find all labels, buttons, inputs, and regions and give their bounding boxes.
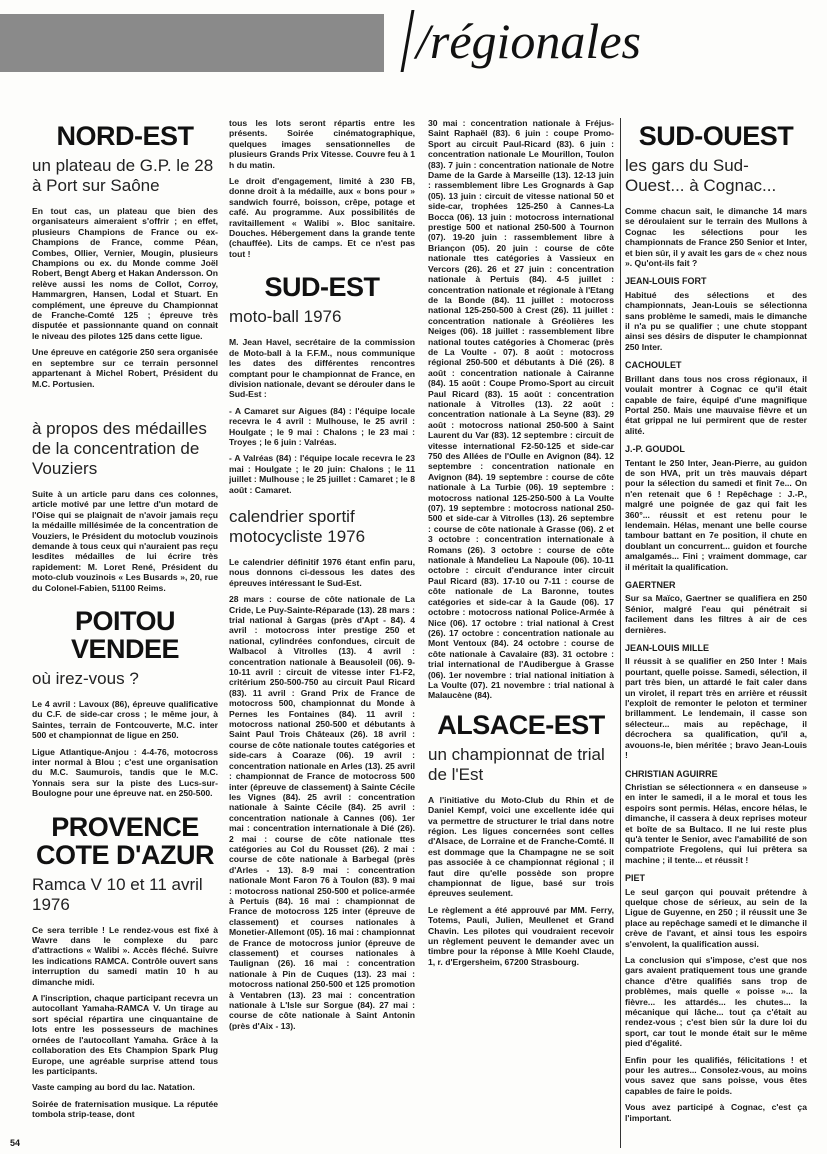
provence-subtitle: Ramca V 10 et 11 avril 1976 [32, 874, 203, 914]
page-number: 54 [10, 1138, 21, 1148]
nord-est-paragraph-2: Une épreuve en catégorie 250 sera organisée en septembre sur ce terrain personnel appartenant à Michel Robert, Président du M.C. Portusien. [32, 347, 218, 389]
column-rule [620, 118, 621, 1148]
header-slash [401, 10, 415, 72]
calendrier-paragraph: Le calendrier définitif 1976 étant enfin paru, nous donnons ci-dessous les dates des épreuves intéressant le Sud-Est. [229, 556, 415, 588]
conclusion-text-2: Enfin pour les qualifiés, félicitations ! et pour les autres... Consolez-vous, au moins vous savez que sans poisse, vous êtes capables de faire le poids. [625, 1054, 807, 1096]
rider-text: Christian se sélectionnera « en danseuse » en inter le samedi, il a le moral et tous les espoirs sont permis. Hélas, encore hélas, le dimanche, il cassera à deux reprises moteur et boîte de sa Bultaco. Il ne lui reste plus qu'à tenter le Senior, avec l'amabilité de son compatriote Fregolens, qui lui prêtera sa machine ; il tente... et réussit ! [625, 781, 807, 865]
calendrier-list-continued: 30 mai : concentration nationale à Fréjus-Saint Raphaël (83). 6 juin : coupe Promo-Sport au circuit Paul-Ricard (83). 6 juin : concentration nationale Le Mourillon, Toulon (83). 7 juin : concentration nationale de Notre Dame de la Garde à Marseille (13). 12-13 juin : rassemblement libre Les Grognards à Gap (05). 13 juin : circuit de vitesse national 50 et side-car, trophées 125-250 à Cannes-La Bocca (06). 13 juin : motocross international prestige 500 et national 250-500 à Tournon (07). 19-20 juin : rassemblement libre à Briançon (05). 20 juin : course de côte nationale ttes catégories à Vassieux en Vercors (26). 26 et 27 juin : concentration nationale à Pertuis (84). 4-5 juillet : concentration nationale et régionale à l'Etang de la Bonde (84). 11 juillet : motocross national 125-250-500 à Crest (26). 11 juillet : concentration nationale à Gréolières les Neiges (06). 18 juillet : rassemblement libre national toutes catégories à Chomerac (près de La Voulte - 07). 8 août : motocross régional 250-500 et débutants à Dié (26). 8 août : concentration nationale à Cairanne (84). 15 août : Coupe Promo-Sport au circuit Paul Ricard (83). 15 août : concentration nationale à Vitrolles (13). 22 août : concentration nationale à La Seyne (83). 29 août : motocross national 250-500 à Saint Laurent du Var (83). 12 septembre : circuit de vitesse international F2-50-125 et side-car 750 des Allées de l'Oulle en Avignon (84). 12 septembre : concentration nationale en Avignon (84). 19 septembre : course de côte nationale à La Turbie (06). 19 septembre : motocross national 125-250-500 à La Voulte (07). 19 septembre : motocross national 250-500 et side-car à Vitrolles (13). 26 septembre : course de côte nationale à Grasse (06). 2 et 3 octobre : concentration internationale à Romans (26). 3 octobre : course de côte nationale à Mandelieu La Napoule (06). 10-11 octobre : circuit d'endurance inter circuit Paul Ricard (83). 17-10 ou 7-11 : course de côte nationale de La Baronne, toutes catégories et side-car à la Gaude (06). 17 octobre : motocross national Police-Armée à Nice (06). 17 octobre : trial national à Crest (26). 17 octobre : concentration nationale au Mont Ventoux (84). 24 octobre : course de côte nationale à Cavalaire (83). 31 octobre : trial international de l'Audibergue à Grasse (06). 1er novembre : trial national initiation à La Voulte (07). 21 novembre : trial national à Malaucène (84). [428, 118, 614, 701]
sud-ouest-intro: Comme chacun sait, le dimanche 14 mars se déroulaient sur le terrain des Mullons à Cognac les sélections pour les championnats de France 250 Senior et Inter, et bien sûr, il y avait les gars de « chez nous ». Qu'ont-ils fait ? [625, 206, 807, 269]
rider-name: JEAN-LOUIS FORT [625, 276, 707, 287]
vouziers-subtitle: à propos des médailles de la concentration de Vouziers [32, 418, 207, 478]
page-header [0, 0, 827, 88]
column-3 [428, 118, 614, 1148]
header-dark-band [0, 14, 384, 72]
sud-ouest-subtitle: les gars du Sud-Ouest... à Cognac... [625, 156, 777, 195]
column-4 [625, 118, 807, 1148]
poitou-kicker: POITOU VENDEE [70, 605, 180, 664]
sud-ouest-kicker: SUD-OUEST [638, 121, 794, 151]
nord-est-subtitle: un plateau de G.P. le 28 à Port sur Saône [32, 156, 214, 195]
rider-text: Le seul garçon qui pouvait prétendre à quelque chose de sérieux, au sein de la Ligue de Guyenne, en 250 ; il réussit une 3e place au repêchage samedi et le dimanche il crève de l'avant, et ainsi tous les espoirs s'envolent, la qualification aussi. [625, 886, 807, 949]
nord-est-kicker: NORD-EST [56, 121, 194, 151]
column-1 [32, 118, 218, 1148]
provence-continued-2: Le droit d'engagement, limité à 230 FB, donne droit à la médaille, aux « bons pour » sandwich fourré, boisson, crêpe, potage et café. Au programme. Aux possibilités de ravitaillement « Walibi ». Bloc sanitaire. Douches. Hébergement dans la grande tente (chauffée). Lits de camps. Et ce n'est pas tout ! [229, 176, 415, 259]
motoball-paragraph-3: - A Valréas (84) : l'équipe locale recevra le 23 mai : Houlgate ; le 20 juin: Chalons ; le 11 juillet : Mulhouse ; le 25 juillet : Camaret ; le 8 août : Camaret. [229, 453, 415, 495]
motoball-paragraph-2: - A Camaret sur Aigues (84) : l'équipe locale recevra le 4 avril : Mulhouse, le 25 avril : Houlgate ; le 9 mai : Chalons ; le 23 mai : Troyes ; le 6 juin : Valréas. [229, 405, 415, 447]
rider-name: JEAN-LOUIS MILLE [625, 643, 710, 654]
rider-text: Habitué des sélections et des championnats, Jean-Louis se sélectionna sans problème le samedi, mais le dimanche il n'a pu se qualifier ; une chute stoppant ainsi ses désirs de disputer le championnat 250 Inter. [625, 289, 807, 352]
motoball-subtitle: moto-ball 1976 [229, 307, 342, 327]
alsace-kicker: ALSACE-EST [437, 709, 605, 740]
nord-est-paragraph: En tout cas, un plateau que bien des organisateurs aimeraient s'offrir ; en effet, plusieurs Champions de France ou ex-Champions de France, comme Péan, Combes, Ollier, Vernier, Mougin, plusieurs Champions ou ex. du Monde comme Joël Robert, Bengt Aberg et Hakan Andersson. On relève aussi les noms de Collot, Corroy, Hammargren, Hansen, Lodal et Stuart. En complément, une épreuve du Championnat de Franche-Comté 125 ; épreuve très disputée et passionnante quand on connait le niveau des pilotes 125 dans cette ligue. [32, 206, 218, 341]
calendrier-subtitle: calendrier sportif motocycliste 1976 [229, 506, 366, 546]
column-2 [229, 118, 415, 1148]
provence-kicker: PROVENCE COTE D'AZUR [36, 811, 214, 870]
alsace-subtitle: un championnat de trial de l'Est [428, 744, 605, 784]
alsace-paragraph: A l'initiative du Moto-Club du Rhin et de Daniel Kempf, voici une excellente idée qui va permettre de structurer le trial dans notre région. Les ligues concernées sont celles d'Alsace, de Lorraine et de Franche-Comté. Il est dommage que la Champagne ne se soit pas associée à ce championnat régional ; il faut dire qu'elle possède son propre championnat de ligue, basé sur trois épreuves seulement. [428, 794, 614, 899]
rider-text: Brillant dans tous nos cross régionaux, il voulait montrer à Cognac ce qu'il était capable de faire, équipé d'une magnifique Portal 250. Mais une mauvaise fièvre et un état grippal ne lui permirent que de rester alité. [625, 373, 807, 436]
calendrier-list: 28 mars : course de côte nationale de La Cride, Le Puy-Sainte-Réparade (13). 28 mars : trial national à Gargas (près d'Apt - 84). 4 avril : motocross inter prestige 250 et national, cylindrées confondues, circuit de Walbacol à Vitrolles (13). 4 avril : concentration nationale à Beausoleil (06). 9-10-11 avril : circuit de vitesse inter F1-F2, critérium 250-500-750 au circuit Paul Ricard (83). 11 avril : Grand Prix de France de motocross 500, championnat du Monde à Pernes les Fontaines (84). 11 avril : motocross national 250-500 et débutants à Saint Paul Trois Châteaux (26). 18 avril : course de côte nationale toutes catégories et side-cars à Coaraze (06). 19 avril : concentration nationale en Arles (13). 25 avril : championnat de France de motocross 500 inter (épreuve de classement) à Sainte Cécile les Vignes (84). 25 avril : concentration nationale à Sainte Cécile (84). 25 avril : concentration nationale à Cannes (06). 1er mai : concentration internationale à Dié (26). 2 mai : course de côte nationale ttes catégories au Col du Rousset (26). 2 mai : course de côte nationale à Barbegal (près d'Arles - 13). 8-9 mai : concentration nationale Mont Faron 76 à Toulon (83). 9 mai : motocross national 250-500 et police-armée à Pertuis (84). 16 mai : championnat de France de motocross 125 inter (épreuve de classement) et courses nationales à Monetier-Allemont (05). 16 mai : championnat de France de motocross junior (épreuve de classement) et courses nationales à Taulignan (26). 16 mai : concentration nationale à Pin de Cuques (13). 23 mai : motocross national 250-500 et 125 promotion à Ventabren (13). 23 mai : concentration nationale à L'Isle sur Sorgue (84). 27 mai : course de côte nationale à Saint Antonin (près d'Aix - 13). [229, 594, 415, 1031]
motoball-paragraph: M. Jean Havel, secrétaire de la commission de Moto-ball à la F.F.M., nous communique les dates des différentes rencontres comptant pour le championnat de France, en division nationale, devant se dérouler dans le Sud-Est : [229, 337, 415, 400]
section-title: /régionales [416, 13, 641, 69]
provence-continued: tous les lots seront répartis entre les présents. Soirée cinématographique, quelques images sensationnelles de plusieurs Grands Prix Vitesse. Couvre feu à 1 h du matin. [229, 118, 415, 170]
vouziers-paragraph: Suite à un article paru dans ces colonnes, article motivé par une lettre d'un motard de l'Oise qui se plaignait de n'avoir jamais reçu la médaille millésimée de la concentration de Vouziers, le Président du motoclub vouzinois demande à tous ceux qui n'auraient pas reçu lesdites médailles de lui écrire très rapidement: M. Loret René, Président du moto-club vouzinois « Les Busards », 20, rue du Colonel-Fabien, 51100 Reims. [32, 488, 218, 593]
rider-text: Tentant le 250 Inter, Jean-Pierre, au guidon de son HVA, prit un très mauvais départ pour la sélection du samedi et finit 7e... On n'en retenait que 6 ! Repêchage : J.-P., malgré une poignée de gaz qui fait les 360°... réussit et est retenu pour le lendemain. Hélas, menant une belle course tambour battant en 7e position, il chute en doublant un concurrent... guidon et fourche amalgamés... Fini ; vraiment dommage, car il méritait la qualification. [625, 457, 807, 572]
rider-text: Sur sa Maïco, Gaertner se qualifiera en 250 Sénior, malgré l'eau qui pénétrait si facilement dans les filtres à air de ces dernières. [625, 593, 807, 635]
rider-name: PIET [625, 873, 646, 884]
conclusion-text: La conclusion qui s'impose, c'est que nos gars avaient pratiquement tous une grande chance d'être qualifiés sans trop de problèmes, mais quelle « poisse »... la fièvre... les attardés... les chutes... la mécanique qui lâche... tout ça c'était au rendez-vous ; c'est bien sûr la dure loi du sport, car tout le monde était sur le même pied d'égalité. [625, 955, 807, 1049]
provence-paragraph-2: A l'inscription, chaque participant recevra un autocollant Yamaha-RAMCA V. Un tirage au sort spécial répartira une cinquantaine de lots entre les possesseurs de machines ornées de l'autocollant Yamaha. Grâce à la collaboration des Ets Champion Spark Plug Europe, une agréable surprise attend tous les participants. [32, 993, 218, 1076]
rider-name: GAERTNER [625, 580, 676, 590]
rider-name: CHRISTIAN AGUIRRE [625, 768, 718, 779]
provence-paragraph-3: Vaste camping au bord du lac. Natation. [32, 1082, 195, 1093]
poitou-subtitle: où irez-vous ? [32, 668, 139, 688]
alsace-paragraph-2: Le règlement a été approuvé par MM. Ferry, Totems, Pauli, Julien, Meullenet et Grand Chavin. Les pilotes qui voudraient recevoir un règlement peuvent le demander avec un timbre pour la réponse à Mlle Koehl Claude, 1, r. d'Ergersheim, 67200 Strasbourg. [428, 904, 614, 967]
rider-text: Il réussit à se qualifier en 250 Inter ! Mais pourtant, quelle poisse. Samedi, sélection, il part très bien, un attardé le fait caler dans un virolet, il repart très en arrière et réussit l'exploit de remonter le peloton et terminer brillamment. Le lendemain, il casse son sélecteur... mais au repêchage, il décrochera sa qualification, qu'il a, avouons-le, bien méritée ; bravo Jean-Louis ! [625, 656, 807, 761]
poitou-paragraph-2: Ligue Atlantique-Anjou : 4-4-76, motocross inter normal à Blou ; c'est une organisation du M.C. Saumurois, tandis que le M.C. Yonnais sera sur la piste des Lucs-sur-Boulogne pour une épreuve nat. en 250-500. [32, 746, 218, 799]
rider-name: J.-P. GOUDOL [625, 444, 685, 455]
provence-paragraph: Ce sera terrible ! Le rendez-vous est fixé à Wavre dans le complexe du parc d'attractions « Walibi ». Accès fléché. Suivre les indications RAMCA. Contrôle ouvert sans interruption du samedi matin 10 h au dimanche midi. [32, 924, 218, 987]
rider-name: CACHOULET [625, 360, 682, 371]
poitou-paragraph: Le 4 avril : Lavoux (86), épreuve qualificative du C.F. de side-car cross ; le même jour, à Saintes, terrain de Fontcouverte, M.C. inter 500 et championnat de ligue en 250. [32, 698, 218, 741]
provence-paragraph-4: Soirée de fraternisation musique. La réputée tombola strip-tease, dont [32, 1098, 218, 1120]
conclusion-text-3: Vous avez participé à Cognac, c'est ça l'important. [625, 1102, 807, 1123]
sud-est-kicker: SUD-EST [264, 272, 380, 303]
